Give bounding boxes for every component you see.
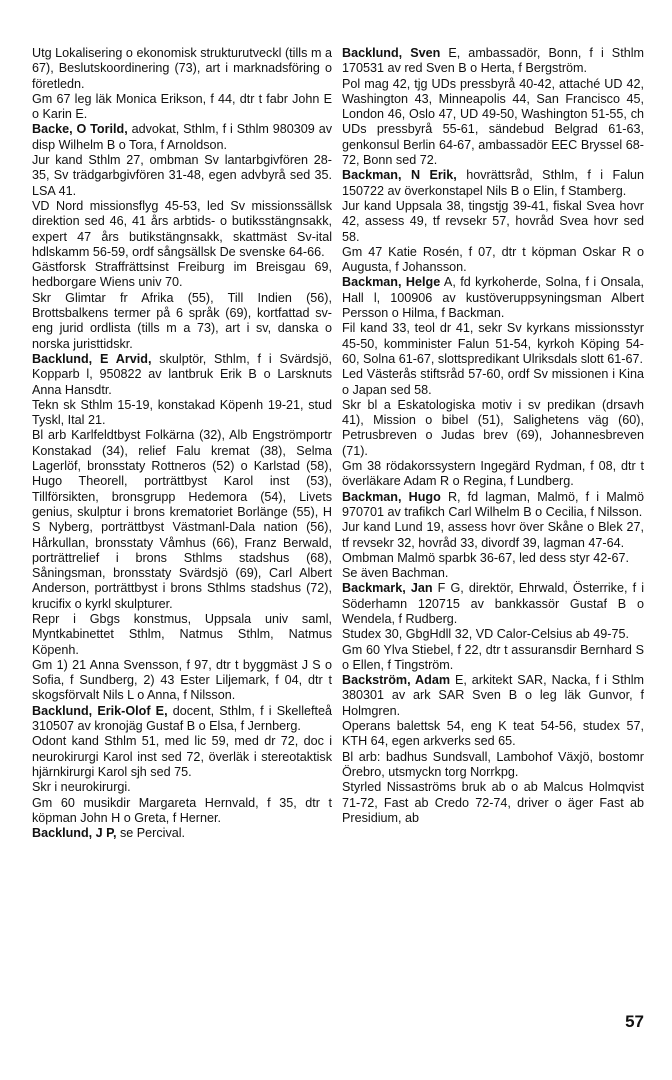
- entry-text: R, fd lagman, Malmö, f i Malmö 970701 av trafikch Carl Wilhelm B o Cecilia, f Nilsson.: [342, 489, 644, 519]
- paragraph: [342, 750, 644, 781]
- entry-heading-paragraph: [32, 122, 332, 153]
- entry-name: Backman, Helge: [342, 275, 441, 290]
- entry-text: Gm 38 rödakorssystern Ingegärd Rydman, f 08, dtr t överläkare Adam R o Regina, f Lundberg.: [342, 459, 644, 489]
- entry-text: Led Västerås stiftsråd 57-60, ordf Sv missionen i Kina o Japan sed 58.: [342, 367, 644, 397]
- page-number: 57: [625, 1012, 644, 1031]
- entry-name: Backman, Hugo: [342, 489, 441, 504]
- paragraph: [342, 321, 644, 367]
- entry-text: docent, Sthlm, f i Skellefteå 310507 av kronojäg Gustaf B o Elsa, f Jernberg.: [32, 703, 332, 734]
- entry-text: Jur kand Uppsala 38, tingstjg 39-41, fiskal Svea hovr 42, assess 49, tf revsekr 57, hovråd Svea hovr sed 58.: [342, 198, 644, 244]
- entry-name: Backmark, Jan: [342, 581, 433, 596]
- paragraph: [32, 780, 332, 795]
- paragraph: [342, 780, 644, 826]
- right-column: [342, 46, 644, 826]
- paragraph: [342, 551, 644, 566]
- entry-text: Gm 60 Ylva Stiebel, f 22, dtr t assuransdir Bernhard S o Ellen, f Tingström.: [342, 642, 644, 672]
- entry-text: Skr bl a Eskatologiska motiv i sv predikan (drsavh 41), Mission o bibel (51), Salighetens väg (60), Petrusbreven o Judas brev (69), Johannesbreven (71).: [342, 397, 644, 458]
- paragraph: [32, 398, 332, 429]
- entry-text: A, fd kyrkoherde, Solna, f i Onsala, Hall l, 100906 av kustöveruppsyningsman Albert Persson o Hilma, f Backman.: [342, 275, 645, 321]
- paragraph: [342, 199, 644, 245]
- entry-name: Backe, O Torild,: [32, 122, 128, 137]
- entry-heading-paragraph: [32, 826, 332, 841]
- entry-name: Backlund, J P,: [32, 826, 117, 841]
- entry-text: E, arkitekt SAR, Nacka, f i Sthlm 380301 av ark SAR Sven B o leg läk Gunvor, f Holmgren.: [342, 673, 644, 718]
- entry-text: advokat, Sthlm, f i Sthlm 980309 av disp Wilhelm B o Tora, f Arnoldson.: [32, 122, 332, 152]
- paragraph: [32, 734, 332, 780]
- entry-text: Pol mag 42, tjg UDs pressbyrå 40-42, attaché UD 42, Washington 43, Minneapolis 44, San Francisco 45, London 46, Oslo 47, UD 49-50, Washington 51-55, ch UDs pressbyrå 55-61, sändebud Belgrad 61-63, genkonsul Berlin 64-67, ambassadör EEC Bryssel 68-72, Bonn sed 72.: [342, 76, 644, 168]
- entry-heading-paragraph: [342, 490, 644, 521]
- entry-text: Odont kand Sthlm 51, med lic 59, med dr 72, doc i neurokirurgi Karol inst sed 72, överläk i stereotaktisk hjärnkirurgi Karol sjh sed 75.: [32, 734, 332, 779]
- entry-text: Bl arb: badhus Sundsvall, Lambohof Växjö, bostomr Örebro, utsmyckn torg Norrkpg.: [342, 749, 644, 779]
- entry-text: Jur kand Sthlm 27, ombman Sv lantarbgivfören 28-35, Sv trädgarbgivfören 31-48, egen advbyrå sed 35. LSA 41.: [32, 153, 332, 198]
- entry-text: Skr i neurokirurgi.: [32, 780, 131, 795]
- paragraph: [342, 77, 644, 169]
- paragraph: [32, 199, 332, 260]
- entry-text: Studex 30, GbgHdll 32, VD Calor-Celsius ab 49-75.: [342, 627, 630, 642]
- entry-name: Backström, Adam: [342, 673, 451, 688]
- entry-text: Gm 60 musikdir Margareta Hernvald, f 35, dtr t köpman John H o Greta, f Herner.: [32, 795, 332, 825]
- paragraph: [32, 46, 332, 92]
- paragraph: [342, 627, 644, 642]
- entry-text: VD Nord missionsflyg 45-53, led Sv missionssällsk direktion sed 46, 41 års arbtids- o butiksstängnsakk, expert 47 års butikstängnsakk, skattmäst Sv-ital hdlskamm 56-59, ordf sångsällsk De svenske 64-66.: [32, 198, 332, 259]
- entry-text: skulptör, Sthlm, f i Svärdsjö, Kopparb l, 950822 av lantbruk Erik B o Larsknuts Anna Hansdtr.: [32, 351, 332, 397]
- entry-heading-paragraph: [342, 168, 644, 199]
- entry-text: Jur kand Lund 19, assess hovr över Skåne o Blek 27, tf revsekr 32, hovråd 33, divordf 39, lagman 47-64.: [342, 520, 644, 550]
- entry-text: F G, direktör, Ehrwald, Österrike, f i Söderhamn 120715 av bankkassör Gustaf B o Wendela, f Rudberg.: [342, 581, 644, 626]
- entry-text: Se även Bachman.: [342, 566, 449, 581]
- paragraph: [32, 428, 332, 612]
- entry-text: Skr Glimtar fr Afrika (55), Till Indien (56), Brottsbalkens termer på 6 språk (69), kortfattad sv-eng jurid ordlista (tills m a 73), art i sv, danska o norska juristtidskr.: [32, 290, 332, 351]
- paragraph: [342, 520, 644, 551]
- entry-heading-paragraph: [342, 46, 644, 77]
- left-column: [32, 46, 332, 841]
- entry-name: Backman, N Erik,: [342, 168, 457, 183]
- paragraph: [32, 658, 332, 704]
- paragraph: [32, 291, 332, 352]
- entry-heading-paragraph: [32, 704, 332, 735]
- entry-text: Gm 67 leg läk Monica Erikson, f 44, dtr t fabr John E o Karin E.: [32, 91, 332, 122]
- paragraph: [342, 719, 644, 750]
- entry-heading-paragraph: [342, 581, 644, 627]
- entry-name: Backlund, Sven: [342, 46, 441, 60]
- entry-text: E, ambassadör, Bonn, f i Sthlm 170531 av red Sven B o Herta, f Bergström.: [342, 46, 644, 76]
- entry-text: Repr i Gbgs konstmus, Uppsala univ saml, Myntkabinettet Sthlm, Natmus Sthlm, Natmus Köpenh.: [32, 611, 332, 657]
- entry-text: Bl arb Karlfeldtbyst Folkärna (32), Alb Engströmportr Konstakad (34), relief Falu kremat (38), Selma Lagerlöf, bronsstaty Rottneros (52) o Karlstad (58), Hugo Theorell, porträttbyst Karol inst (53), Tillförsikten, bronsgrupp Hedemora (54), Livets genius, skulptur i brons krematoriet Borlänge (55), H S Nyberg, porträttbyst Västmanl-Dala nation (56), Hårkullan, bronsstaty Våmhus (66), Franz Berwald, porträttrelief i brons Sthlms stadshus (68), Såningsman, bronsstaty Svärdsjö (69), Carl Albert Anderson, porträttbyst i brons Sthlms stadshus (72), krucifix o kyrkl skulpturer.: [32, 428, 332, 611]
- entry-heading-paragraph: [342, 275, 644, 321]
- entry-text: Gästforsk Straffrättsinst Freiburg im Breisgau 69, hedborgare Wiens univ 70.: [32, 260, 332, 290]
- entry-text: Fil kand 33, teol dr 41, sekr Sv kyrkans missionsstyr 45-50, komminister Falun 51-54, kyrkoh Köping 54-60, Solna 61-67, slottspredikant Ulriksdals slott 61-67.: [342, 321, 644, 366]
- paragraph: [32, 612, 332, 658]
- entry-text: Gm 1) 21 Anna Svensson, f 97, dtr t byggmäst J S o Sofia, f Sundberg, 2) 43 Ester Liljemark, f 04, dtr t skogsförvalt Nils L o Anna, f Nilsson.: [32, 657, 332, 703]
- paragraph: [32, 260, 332, 291]
- entry-text: Styrled Nissaströms bruk ab o ab Malcus Holmqvist 71-72, Fast ab Credo 72-74, driver o äger Fast ab Presidium, ab: [342, 780, 644, 825]
- paragraph: [342, 245, 644, 276]
- paragraph: [342, 367, 644, 398]
- paragraph: [32, 796, 332, 827]
- entry-text: Tekn sk Sthlm 15-19, konstakad Köpenh 19-21, stud Tyskl, Ital 21.: [32, 397, 332, 428]
- entry-text: Gm 47 Katie Rosén, f 07, dtr t köpman Oskar R o Augusta, f Johansson.: [342, 244, 644, 275]
- paragraph: [32, 92, 332, 123]
- entry-text: Ombman Malmö sparbk 36-67, led dess styr 42-67.: [342, 550, 629, 565]
- paragraph: [32, 153, 332, 199]
- paragraph: [342, 459, 644, 490]
- entry-heading-paragraph: [32, 352, 332, 398]
- entry-heading-paragraph: [342, 673, 644, 719]
- entry-text: se Percival.: [116, 826, 186, 841]
- cross-reference: [342, 566, 644, 581]
- paragraph: [342, 398, 644, 459]
- paragraph: [342, 643, 644, 674]
- entry-name: Backlund, E Arvid,: [32, 351, 152, 366]
- entry-text: hovrättsråd, Sthlm, f i Falun 150722 av överkonstapel Nils B o Elin, f Stamberg.: [342, 168, 645, 198]
- entry-name: Backlund, Erik-Olof E,: [32, 703, 168, 718]
- entry-text: Utg Lokalisering o ekonomisk strukturutveckl (tills m a 67), Beslutskoordinering (73), art i marknadsföring o företledn.: [32, 46, 332, 91]
- entry-text: Operans balettsk 54, eng K teat 54-56, studex 57, KTH 64, egen arkverks sed 65.: [342, 719, 644, 749]
